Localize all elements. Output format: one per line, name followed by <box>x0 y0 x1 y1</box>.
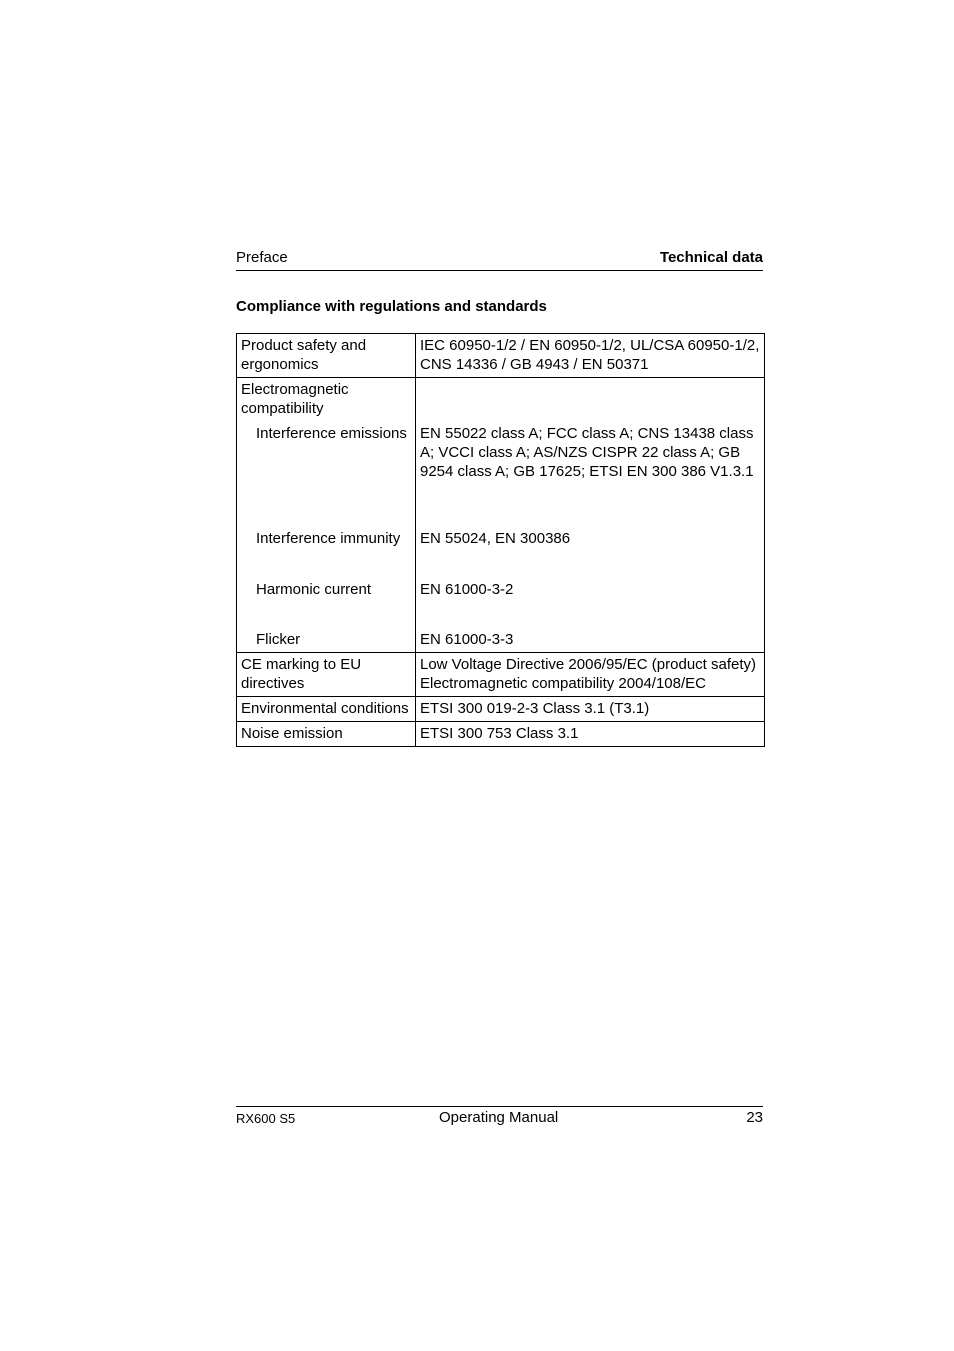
page-header <box>236 249 763 271</box>
page-footer <box>236 1106 763 1131</box>
ce-value-line-1: Low Voltage Directive 2006/95/EC (product safety) <box>420 656 757 673</box>
emc-sub-label-flicker: Flicker <box>256 631 301 648</box>
emc-label-cell <box>237 378 416 653</box>
row-label: Product safety and ergonomics <box>237 334 416 378</box>
row-label: Electromagnetic compatibility <box>241 381 349 417</box>
row-value <box>416 653 765 697</box>
ce-value-line-2: Electromagnetic compatibility 2004/108/EC <box>420 675 706 692</box>
table-row-ce-marking <box>237 653 765 697</box>
table-row-product-safety <box>237 334 765 378</box>
header-section-name: Preface <box>236 249 288 266</box>
compliance-table <box>236 333 765 747</box>
section-title: Compliance with regulations and standards <box>236 298 547 315</box>
footer-document-title: Operating Manual <box>439 1109 559 1126</box>
emc-value-immunity: EN 55024, EN 300386 <box>420 530 571 547</box>
table-row-noise <box>237 722 765 747</box>
emc-sub-label-harmonic: Harmonic current <box>256 581 372 598</box>
row-label: Noise emission <box>237 722 416 747</box>
emc-sub-label-emissions: Interference emissions <box>256 425 407 442</box>
footer-product-name: RX600 S5 <box>236 1111 296 1126</box>
emc-value-flicker: EN 61000-3-3 <box>420 631 514 648</box>
row-value: ETSI 300 019-2-3 Class 3.1 (T3.1) <box>416 697 765 722</box>
emc-value-cell <box>416 378 765 653</box>
table-row-emc <box>237 378 765 653</box>
row-value: ETSI 300 753 Class 3.1 <box>416 722 765 747</box>
footer-page-number: 23 <box>746 1109 763 1126</box>
emc-value-harmonic: EN 61000-3-2 <box>420 581 514 598</box>
emc-value-emissions: EN 55022 class A; FCC class A; CNS 13438 class A; VCCI class A; AS/NZS CISPR 22 class A; GB 9254 class A; GB 17625; ETSI EN 300 386 V1.3.1 <box>420 425 754 480</box>
table-row-environmental <box>237 697 765 722</box>
emc-sub-label-immunity: Interference immunity <box>256 530 401 547</box>
row-value: IEC 60950-1/2 / EN 60950-1/2, UL/CSA 60950-1/2, CNS 14336 / GB 4943 / EN 50371 <box>416 334 765 378</box>
row-label: CE marking to EU directives <box>237 653 416 697</box>
header-chapter-title: Technical data <box>659 249 763 266</box>
row-label: Environmental conditions <box>237 697 416 722</box>
